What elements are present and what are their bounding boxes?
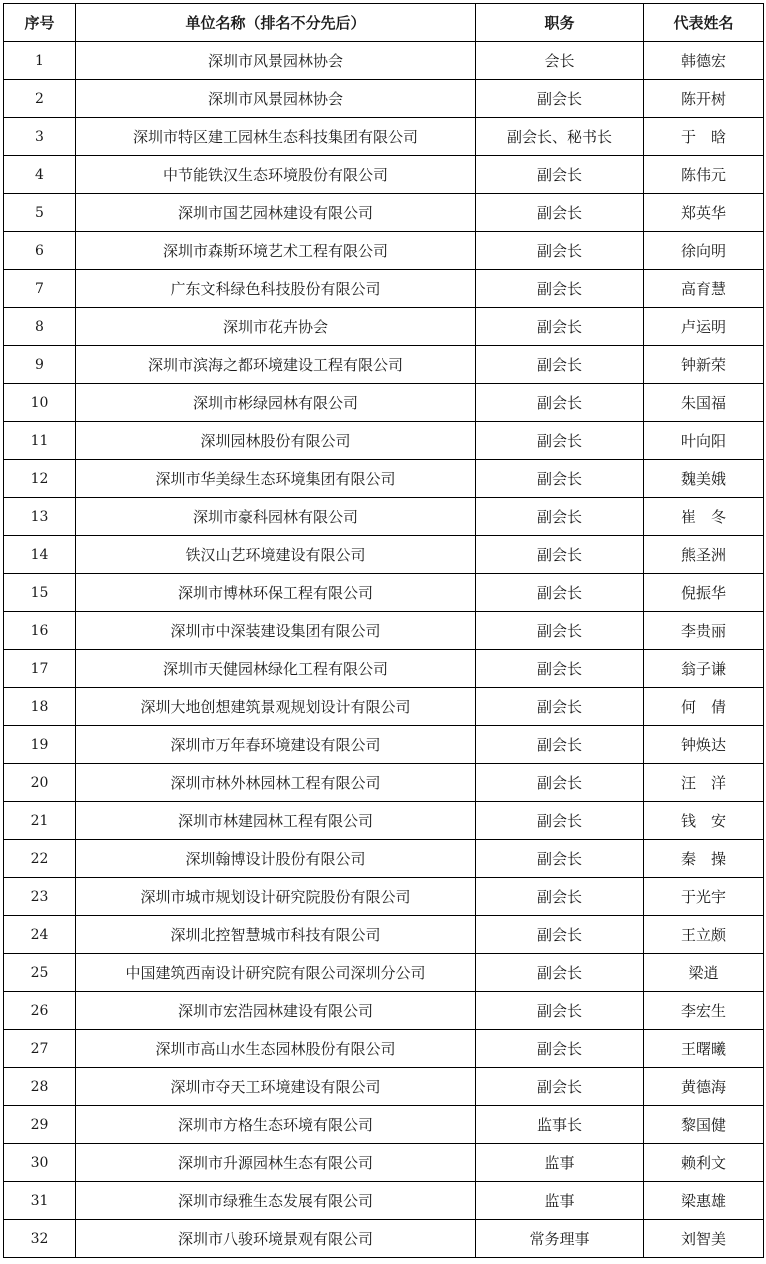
position-cell: 副会长 xyxy=(476,802,644,840)
header-position: 职务 xyxy=(476,4,644,42)
position-cell: 监事 xyxy=(476,1144,644,1182)
organization-cell: 深圳市滨海之都环境建设工程有限公司 xyxy=(76,346,476,384)
organization-cell: 深圳市夺天工环境建设有限公司 xyxy=(76,1068,476,1106)
serial-number-cell: 15 xyxy=(4,574,76,612)
serial-number-cell: 28 xyxy=(4,1068,76,1106)
representative-cell: 陈伟元 xyxy=(644,156,764,194)
position-cell: 副会长 xyxy=(476,270,644,308)
organization-cell: 深圳大地创想建筑景观规划设计有限公司 xyxy=(76,688,476,726)
table-row xyxy=(4,1182,764,1220)
representative-cell: 崔 冬 xyxy=(644,498,764,536)
organization-cell: 深圳市豪科园林有限公司 xyxy=(76,498,476,536)
organization-cell: 深圳市风景园林协会 xyxy=(76,80,476,118)
organization-cell: 深圳市方格生态环境有限公司 xyxy=(76,1106,476,1144)
serial-number-cell: 4 xyxy=(4,156,76,194)
table-row xyxy=(4,840,764,878)
table-row xyxy=(4,574,764,612)
representative-cell: 于光宇 xyxy=(644,878,764,916)
serial-number-cell: 31 xyxy=(4,1182,76,1220)
organization-cell: 深圳市森斯环境艺术工程有限公司 xyxy=(76,232,476,270)
organization-cell: 广东文科绿色科技股份有限公司 xyxy=(76,270,476,308)
table-row xyxy=(4,612,764,650)
table-row xyxy=(4,498,764,536)
header-representative: 代表姓名 xyxy=(644,4,764,42)
serial-number-cell: 2 xyxy=(4,80,76,118)
position-cell: 副会长、秘书长 xyxy=(476,118,644,156)
representative-cell: 黄德海 xyxy=(644,1068,764,1106)
serial-number-cell: 22 xyxy=(4,840,76,878)
representative-cell: 钟焕达 xyxy=(644,726,764,764)
table-row xyxy=(4,1106,764,1144)
position-cell: 副会长 xyxy=(476,954,644,992)
serial-number-cell: 27 xyxy=(4,1030,76,1068)
serial-number-cell: 24 xyxy=(4,916,76,954)
position-cell: 副会长 xyxy=(476,156,644,194)
serial-number-cell: 13 xyxy=(4,498,76,536)
representative-cell: 倪振华 xyxy=(644,574,764,612)
representative-cell: 汪 洋 xyxy=(644,764,764,802)
representative-cell: 于 晗 xyxy=(644,118,764,156)
position-cell: 常务理事 xyxy=(476,1220,644,1258)
position-cell: 副会长 xyxy=(476,1068,644,1106)
organization-cell: 深圳市华美绿生态环境集团有限公司 xyxy=(76,460,476,498)
organization-cell: 深圳市花卉协会 xyxy=(76,308,476,346)
organization-cell: 深圳市万年春环境建设有限公司 xyxy=(76,726,476,764)
representative-cell: 叶向阳 xyxy=(644,422,764,460)
representative-cell: 钟新荣 xyxy=(644,346,764,384)
position-cell: 副会长 xyxy=(476,194,644,232)
organization-cell: 深圳市风景园林协会 xyxy=(76,42,476,80)
position-cell: 副会长 xyxy=(476,840,644,878)
representative-cell: 钱 安 xyxy=(644,802,764,840)
table-row xyxy=(4,764,764,802)
serial-number-cell: 3 xyxy=(4,118,76,156)
organization-cell: 中国建筑西南设计研究院有限公司深圳分公司 xyxy=(76,954,476,992)
position-cell: 副会长 xyxy=(476,650,644,688)
table-row xyxy=(4,650,764,688)
representative-cell: 韩德宏 xyxy=(644,42,764,80)
organization-cell: 深圳市城市规划设计研究院股份有限公司 xyxy=(76,878,476,916)
table-row xyxy=(4,992,764,1030)
table-row xyxy=(4,1068,764,1106)
position-cell: 监事 xyxy=(476,1182,644,1220)
table-row xyxy=(4,194,764,232)
organization-cell: 中节能铁汉生态环境股份有限公司 xyxy=(76,156,476,194)
position-cell: 副会长 xyxy=(476,536,644,574)
representative-cell: 李宏生 xyxy=(644,992,764,1030)
serial-number-cell: 16 xyxy=(4,612,76,650)
serial-number-cell: 21 xyxy=(4,802,76,840)
table-row xyxy=(4,802,764,840)
position-cell: 副会长 xyxy=(476,764,644,802)
serial-number-cell: 10 xyxy=(4,384,76,422)
position-cell: 会长 xyxy=(476,42,644,80)
position-cell: 副会长 xyxy=(476,422,644,460)
serial-number-cell: 20 xyxy=(4,764,76,802)
position-cell: 副会长 xyxy=(476,80,644,118)
position-cell: 副会长 xyxy=(476,1030,644,1068)
table-row xyxy=(4,916,764,954)
organization-cell: 深圳市高山水生态园林股份有限公司 xyxy=(76,1030,476,1068)
table-row xyxy=(4,460,764,498)
serial-number-cell: 25 xyxy=(4,954,76,992)
organization-cell: 深圳市中深装建设集团有限公司 xyxy=(76,612,476,650)
representative-cell: 梁惠雄 xyxy=(644,1182,764,1220)
serial-number-cell: 7 xyxy=(4,270,76,308)
position-cell: 副会长 xyxy=(476,916,644,954)
representative-cell: 何 倩 xyxy=(644,688,764,726)
serial-number-cell: 12 xyxy=(4,460,76,498)
position-cell: 副会长 xyxy=(476,878,644,916)
organization-cell: 深圳翰博设计股份有限公司 xyxy=(76,840,476,878)
serial-number-cell: 9 xyxy=(4,346,76,384)
representative-cell: 陈开树 xyxy=(644,80,764,118)
serial-number-cell: 30 xyxy=(4,1144,76,1182)
serial-number-cell: 5 xyxy=(4,194,76,232)
serial-number-cell: 14 xyxy=(4,536,76,574)
position-cell: 副会长 xyxy=(476,308,644,346)
organization-cell: 深圳市绿雅生态发展有限公司 xyxy=(76,1182,476,1220)
organization-cell: 深圳市林建园林工程有限公司 xyxy=(76,802,476,840)
representative-cell: 秦 操 xyxy=(644,840,764,878)
position-cell: 副会长 xyxy=(476,726,644,764)
representative-cell: 王曙曦 xyxy=(644,1030,764,1068)
table-row xyxy=(4,156,764,194)
table-row xyxy=(4,270,764,308)
representative-cell: 熊圣洲 xyxy=(644,536,764,574)
table-row xyxy=(4,232,764,270)
position-cell: 副会长 xyxy=(476,612,644,650)
serial-number-cell: 18 xyxy=(4,688,76,726)
position-cell: 副会长 xyxy=(476,688,644,726)
serial-number-cell: 26 xyxy=(4,992,76,1030)
serial-number-cell: 17 xyxy=(4,650,76,688)
serial-number-cell: 11 xyxy=(4,422,76,460)
organization-cell: 深圳市林外林园林工程有限公司 xyxy=(76,764,476,802)
representative-cell: 黎国健 xyxy=(644,1106,764,1144)
serial-number-cell: 32 xyxy=(4,1220,76,1258)
table-row xyxy=(4,346,764,384)
table-row xyxy=(4,1030,764,1068)
organization-cell: 铁汉山艺环境建设有限公司 xyxy=(76,536,476,574)
table-row xyxy=(4,954,764,992)
table-row xyxy=(4,878,764,916)
position-cell: 副会长 xyxy=(476,232,644,270)
organization-cell: 深圳市国艺园林建设有限公司 xyxy=(76,194,476,232)
representative-cell: 朱国福 xyxy=(644,384,764,422)
organization-cell: 深圳市彬绿园林有限公司 xyxy=(76,384,476,422)
table-row xyxy=(4,384,764,422)
header-serial-number: 序号 xyxy=(4,4,76,42)
representative-cell: 翁子谦 xyxy=(644,650,764,688)
serial-number-cell: 19 xyxy=(4,726,76,764)
representative-cell: 梁逍 xyxy=(644,954,764,992)
representative-cell: 魏美娥 xyxy=(644,460,764,498)
organization-cell: 深圳市八骏环境景观有限公司 xyxy=(76,1220,476,1258)
serial-number-cell: 1 xyxy=(4,42,76,80)
table-row xyxy=(4,308,764,346)
representative-cell: 高育慧 xyxy=(644,270,764,308)
position-cell: 监事长 xyxy=(476,1106,644,1144)
organization-cell: 深圳园林股份有限公司 xyxy=(76,422,476,460)
organization-cell: 深圳市宏浩园林建设有限公司 xyxy=(76,992,476,1030)
serial-number-cell: 29 xyxy=(4,1106,76,1144)
serial-number-cell: 6 xyxy=(4,232,76,270)
representative-cell: 赖利文 xyxy=(644,1144,764,1182)
organization-cell: 深圳市博林环保工程有限公司 xyxy=(76,574,476,612)
table-row xyxy=(4,688,764,726)
organization-cell: 深圳市特区建工园林生态科技集团有限公司 xyxy=(76,118,476,156)
position-cell: 副会长 xyxy=(476,460,644,498)
table-row xyxy=(4,726,764,764)
table-row xyxy=(4,80,764,118)
representative-cell: 郑英华 xyxy=(644,194,764,232)
position-cell: 副会长 xyxy=(476,574,644,612)
position-cell: 副会长 xyxy=(476,992,644,1030)
serial-number-cell: 8 xyxy=(4,308,76,346)
table-row xyxy=(4,1220,764,1258)
position-cell: 副会长 xyxy=(476,384,644,422)
header-organization: 单位名称（排名不分先后） xyxy=(76,4,476,42)
table-row xyxy=(4,422,764,460)
position-cell: 副会长 xyxy=(476,498,644,536)
position-cell: 副会长 xyxy=(476,346,644,384)
organization-cell: 深圳北控智慧城市科技有限公司 xyxy=(76,916,476,954)
representative-cell: 徐向明 xyxy=(644,232,764,270)
organization-cell: 深圳市天健园林绿化工程有限公司 xyxy=(76,650,476,688)
table-row xyxy=(4,1144,764,1182)
header-row xyxy=(4,4,764,42)
serial-number-cell: 23 xyxy=(4,878,76,916)
table-row xyxy=(4,536,764,574)
table-row xyxy=(4,42,764,80)
representative-cell: 李贵丽 xyxy=(644,612,764,650)
representative-cell: 刘智美 xyxy=(644,1220,764,1258)
table-row xyxy=(4,118,764,156)
representative-cell: 卢运明 xyxy=(644,308,764,346)
organization-cell: 深圳市升源园林生态有限公司 xyxy=(76,1144,476,1182)
representative-cell: 王立颇 xyxy=(644,916,764,954)
member-table xyxy=(3,3,764,1258)
